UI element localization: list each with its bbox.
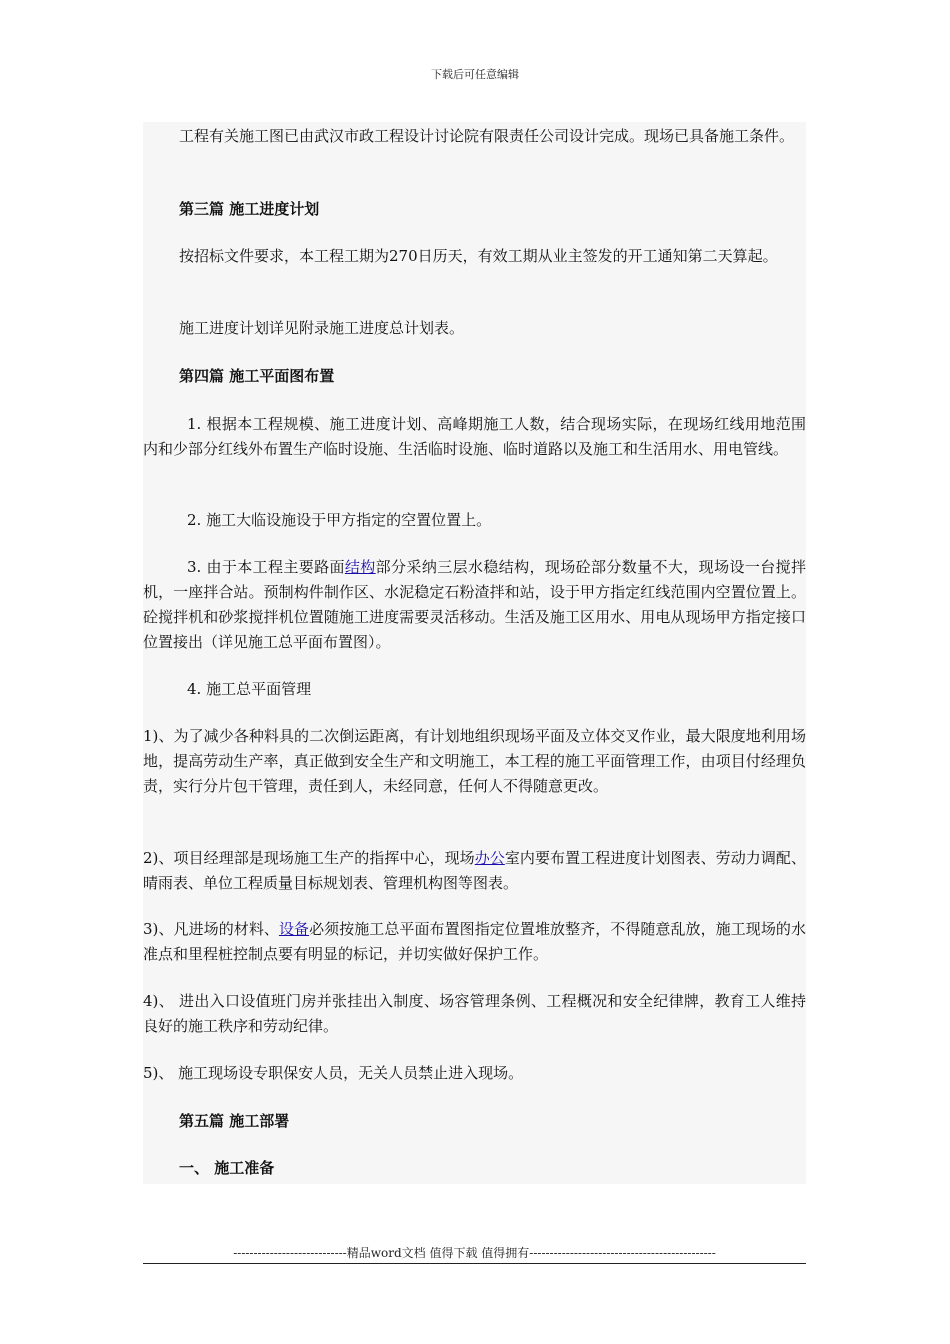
list-item-3-text-b: 部分采纳三层水稳结构，现场砼部分数量不大，现场设一台搅拌机，一座拌合站。预制构件制作区、水泥稳定石粉渣拌和站，设于甲方指定红线范围内空置位置上。砼搅拌机和砂浆搅拌机位置随施工进度需要灵活移动。生活及施工区用水、用电从现场甲方指定接口位置接出（详见施工总平面布置图）。	[143, 558, 806, 651]
list-item-4: 4. 施工总平面管理	[187, 680, 312, 698]
list-item-3-text-a: 3. 由于本工程主要路面	[187, 558, 345, 576]
footer-divider	[143, 1263, 806, 1264]
sub-item-2-text-a: 2)、项目经理部是现场施工生产的指挥中心，现场	[143, 849, 475, 867]
sub-item-2	[143, 846, 806, 896]
heading-part-3: 第三篇 施工进度计划	[179, 200, 320, 218]
equipment-link[interactable]: 设备	[278, 920, 310, 938]
sub-item-3-text-a: 3)、凡进场的材料、	[143, 920, 279, 938]
paragraph-duration: 按招标文件要求，本工程工期为270日历天，有效工期从业主签发的开工通知第二天算起。	[179, 247, 778, 265]
heading-section-1: 一、 施工准备	[179, 1159, 275, 1177]
paragraph-intro: 工程有关施工图已由武汉市政工程设计讨论院有限责任公司设计完成。现场已具备施工条件。	[179, 127, 795, 145]
sub-item-1: 1)、为了减少各种料具的二次倒运距离，有计划地组织现场平面及立体交叉作业，最大限度地利用场地，提高劳动生产率，真正做到安全生产和文明施工，本工程的施工平面管理工作，由项目付经理负责，实行分片包干管理，责任到人，未经同意，任何人不得随意更改。	[143, 727, 806, 795]
heading-part-4: 第四篇 施工平面图布置	[179, 367, 335, 385]
page-header: 下载后可任意编辑	[431, 68, 519, 81]
sub-item-3	[143, 917, 806, 967]
list-item-1: 1. 根据本工程规模、施工进度计划、高峰期施工人数，结合现场实际，在现场红线用地范围内和少部分红线外布置生产临时设施、生活临时设施、临时道路以及施工和生活用水、用电管线。	[143, 415, 806, 458]
paragraph-schedule: 施工进度计划详见附录施工进度总计划表。	[179, 319, 465, 337]
heading-part-5: 第五篇 施工部署	[179, 1112, 290, 1130]
sub-item-4: 4)、 进出入口设值班门房并张挂出入制度、场容管理条例、工程概况和安全纪律牌，教育工人维持良好的施工秩序和劳动纪律。	[143, 992, 806, 1035]
sub-item-3-text-b: 必须按施工总平面布置图指定位置堆放整齐，不得随意乱放，施工现场的水准点和里程桩控制点要有明显的标记，并切实做好保护工作。	[143, 920, 806, 963]
page-footer: ----------------------------精品word文档 值得下载 值得拥有----------------------------------------------	[233, 1246, 716, 1260]
list-item-3	[143, 555, 806, 655]
document-body	[143, 122, 806, 1184]
list-item-2: 2. 施工大临设施设于甲方指定的空置位置上。	[187, 511, 492, 529]
office-link[interactable]: 办公	[474, 849, 505, 867]
structure-link[interactable]: 结构	[344, 558, 376, 576]
sub-item-2-text-b: 室内要布置工程进度计划图表、劳动力调配、晴雨表、单位工程质量目标规划表、管理机构图等图表。	[143, 849, 806, 892]
sub-item-5: 5)、 施工现场设专职保安人员，无关人员禁止进入现场。	[143, 1064, 524, 1082]
